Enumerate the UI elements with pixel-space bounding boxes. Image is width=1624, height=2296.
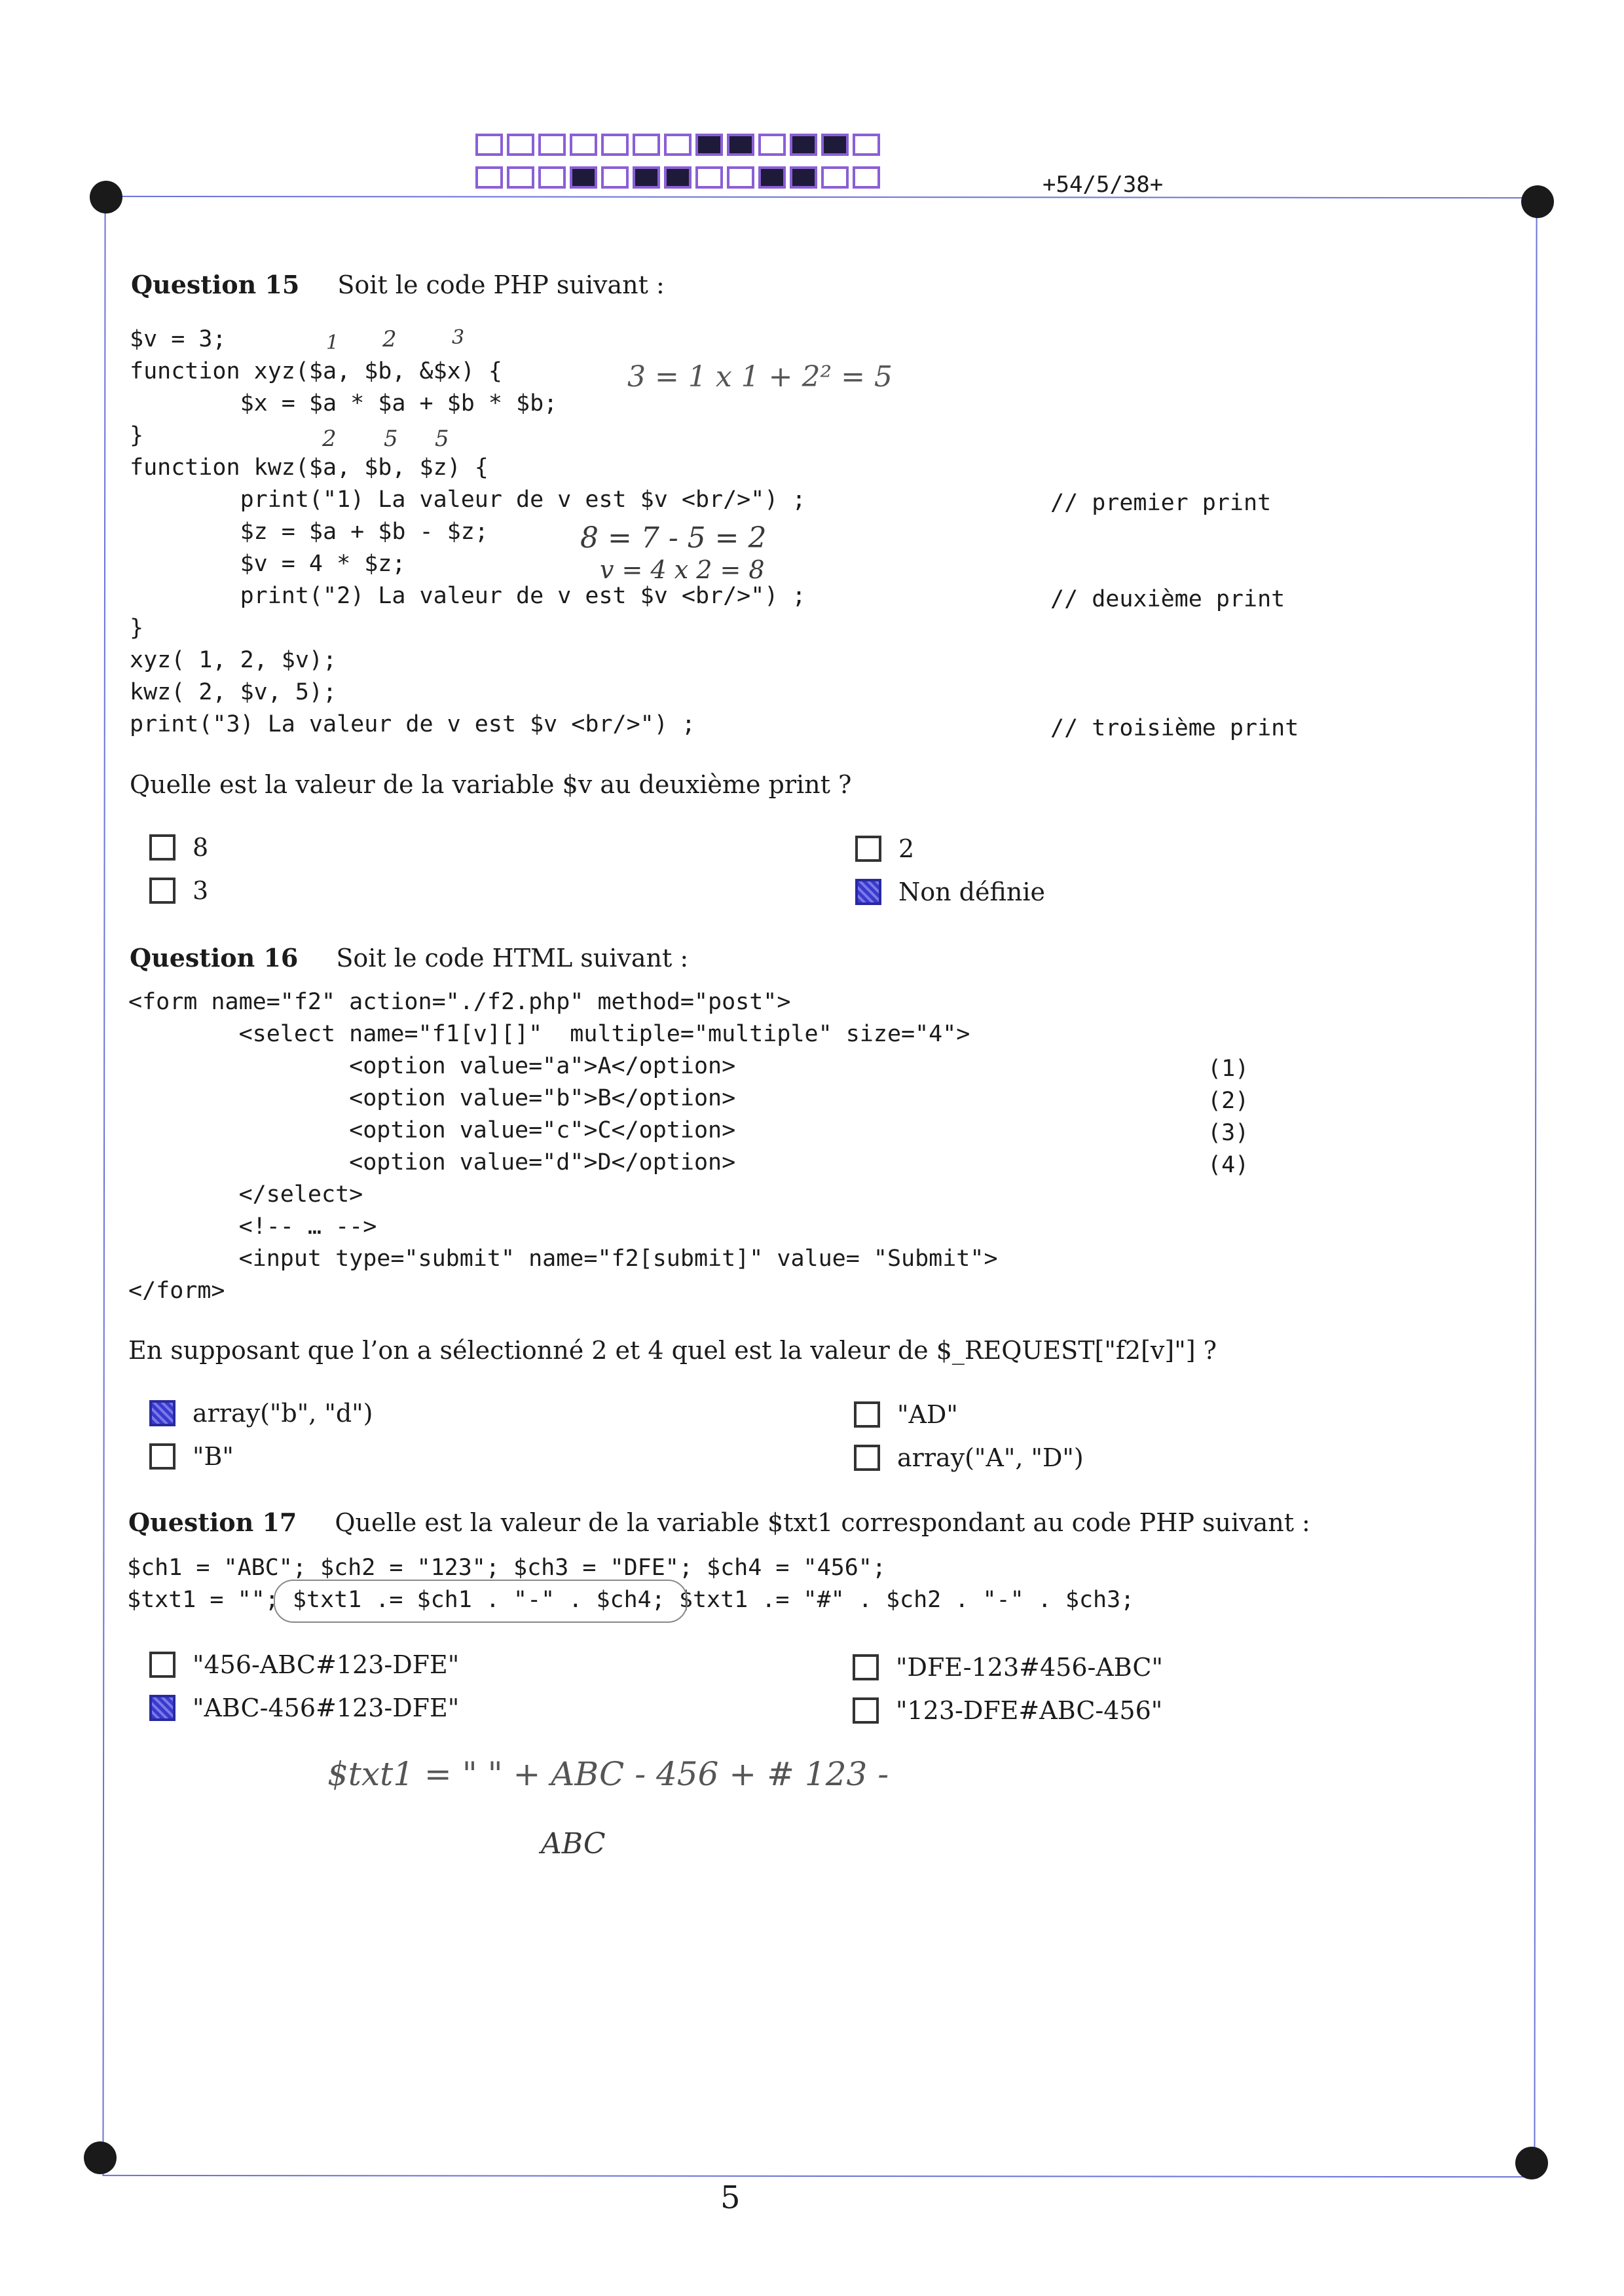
q17-option-2[interactable] — [853, 1653, 1163, 1682]
barcode-cell — [821, 166, 849, 189]
question-15-intro: Soit le code PHP suivant : — [337, 270, 665, 299]
q15-option-4[interactable] — [855, 878, 1045, 906]
handwritten-calculation: $txt1 = " " + ABC - 456 + # 123 - — [327, 1755, 889, 1793]
barcode-cell — [727, 166, 754, 189]
barcode-cell — [507, 134, 534, 156]
barcode-cell — [538, 134, 566, 156]
handwritten-note: 2 — [322, 426, 337, 452]
option-marker-4: (4) — [1208, 1152, 1249, 1178]
barcode-cell — [727, 134, 754, 156]
question-15-header — [131, 270, 665, 299]
barcode-cell — [790, 166, 817, 189]
handwritten-calculation: 3 = 1 x 1 + 2² = 5 — [627, 360, 893, 394]
barcode-cell — [507, 166, 534, 189]
question-16-intro: Soit le code HTML suivant : — [336, 944, 689, 972]
checkbox-checked[interactable] — [149, 1695, 175, 1721]
q16-option-3[interactable] — [149, 1442, 234, 1471]
option-label: "ABC-456#123-DFE" — [193, 1694, 460, 1722]
barcode-cell — [821, 134, 849, 156]
checkbox-checked[interactable] — [855, 879, 881, 905]
q16-option-4[interactable] — [854, 1443, 1084, 1472]
option-label: "DFE-123#456-ABC" — [896, 1653, 1163, 1682]
handwritten-note: ABC — [541, 1827, 606, 1861]
barcode-cell — [853, 166, 880, 189]
barcode-row-1 — [475, 134, 884, 156]
q17-option-4[interactable] — [853, 1696, 1162, 1725]
barcode-cell — [790, 134, 817, 156]
barcode-cell — [695, 166, 723, 189]
option-label: "AD" — [897, 1400, 958, 1429]
q15-option-3[interactable] — [149, 876, 208, 905]
option-label: 2 — [898, 834, 915, 863]
barcode-row-2 — [475, 166, 884, 189]
checkbox[interactable] — [853, 1654, 879, 1680]
option-label: 3 — [193, 876, 209, 905]
comment-third-print: // troisième print — [1050, 715, 1299, 741]
barcode-cell — [758, 166, 786, 189]
barcode-cell — [601, 134, 629, 156]
option-marker-2: (2) — [1208, 1088, 1249, 1114]
question-17-intro: Quelle est la valeur de la variable $txt1 correspondant au code PHP suivant : — [335, 1508, 1310, 1537]
question-15-code: $v = 3; function xyz($a, $b, &$x) { $x = $a * $a + $b * $b; } function kwz($a, $b, $z) { print("1) La valeur de v est $v <br/>") ; $z = $a + $b - $z; $v = 4 * $z; print("2) La valeur de v est $v <br/>") ; } xyz( 1, 2, $v); kwz( 2, $v, 5); print("3) La valeur de v est $v <br/>") ; — [130, 326, 806, 737]
checkbox[interactable] — [149, 834, 175, 861]
barcode-cell — [570, 134, 597, 156]
handwritten-note: 5 — [435, 426, 449, 452]
checkbox[interactable] — [854, 1401, 880, 1428]
barcode-cell — [664, 166, 692, 189]
question-16-code: <form name="f2" action="./f2.php" method="post"> <select name="f1[v][]" multiple="multiple" size="4"> <option value="a">A</option> <option value="b">B</option> <option value="c">C</option> <option value="d">D</option> </select> <!-- … --> <input type="submit" name="f2[submit]" value= "Submit"> </form> — [128, 989, 998, 1304]
registration-dot-top-left — [90, 181, 122, 213]
q17-option-3[interactable] — [149, 1694, 459, 1722]
handwritten-circle — [274, 1580, 688, 1623]
barcode-cell — [664, 134, 692, 156]
checkbox-checked[interactable] — [149, 1400, 175, 1426]
option-label: "456-ABC#123-DFE" — [193, 1650, 460, 1679]
barcode-cell — [758, 134, 786, 156]
handwritten-note: 5 — [384, 426, 398, 452]
barcode-cell — [601, 166, 629, 189]
page-number: 5 — [720, 2179, 741, 2216]
option-label: "123-DFE#ABC-456" — [896, 1696, 1163, 1725]
checkbox[interactable] — [149, 1443, 175, 1470]
question-17-code: $ch1 = "ABC"; $ch2 = "123"; $ch3 = "DFE"; $ch4 = "456"; $txt1 = ""; $txt1 .= $ch1 . "-" . $ch4; $txt1 .= "#" . $ch2 . "-" . $ch3; — [127, 1555, 1135, 1613]
handwritten-calculation: v = 4 x 2 = 8 — [600, 555, 765, 584]
option-marker-1: (1) — [1208, 1056, 1249, 1082]
page-id: +54/5/38+ — [1043, 172, 1164, 198]
barcode-cell — [570, 166, 597, 189]
question-17-number: Question 17 — [128, 1508, 297, 1537]
checkbox[interactable] — [149, 1652, 175, 1678]
barcode-cell — [633, 134, 660, 156]
question-16-header — [130, 943, 688, 972]
option-label: 8 — [193, 833, 209, 862]
checkbox[interactable] — [149, 878, 175, 904]
q16-option-2[interactable] — [854, 1400, 958, 1429]
question-16-text: En supposant que l’on a sélectionné 2 et 4 quel est la valeur de $_REQUEST["f2[v]"] ? — [128, 1336, 1217, 1365]
question-15-number: Question 15 — [131, 270, 300, 299]
option-label: "B" — [193, 1442, 234, 1471]
q15-option-2[interactable] — [855, 834, 914, 863]
question-17-header — [128, 1508, 1310, 1537]
registration-dot-bottom-left — [84, 2141, 117, 2174]
comment-second-print: // deuxième print — [1050, 586, 1285, 612]
barcode-cell — [475, 134, 503, 156]
option-marker-3: (3) — [1208, 1120, 1249, 1146]
question-15-text: Quelle est la valeur de la variable $v au deuxième print ? — [130, 770, 852, 799]
q16-option-1[interactable] — [149, 1399, 373, 1428]
handwritten-note: 2 — [382, 326, 397, 352]
q15-option-1[interactable] — [149, 833, 208, 862]
checkbox[interactable] — [854, 1445, 880, 1471]
barcode-cell — [475, 166, 503, 189]
question-16-number: Question 16 — [130, 943, 299, 972]
barcode-cell — [695, 134, 723, 156]
checkbox[interactable] — [853, 1697, 879, 1724]
barcode-cell — [853, 134, 880, 156]
option-label: Non définie — [898, 878, 1045, 906]
registration-dot-bottom-right — [1515, 2147, 1548, 2179]
option-label: array("b", "d") — [193, 1399, 373, 1428]
handwritten-calculation: 8 = 7 - 5 = 2 — [580, 521, 767, 555]
handwritten-note: 1 — [326, 331, 339, 354]
checkbox[interactable] — [855, 836, 881, 862]
barcode-cell — [633, 166, 660, 189]
q17-option-1[interactable] — [149, 1650, 459, 1679]
option-label: array("A", "D") — [897, 1443, 1084, 1472]
registration-dot-top-right — [1521, 185, 1554, 218]
barcode-cell — [538, 166, 566, 189]
comment-first-print: // premier print — [1050, 490, 1272, 516]
handwritten-note: 3 — [452, 326, 465, 349]
